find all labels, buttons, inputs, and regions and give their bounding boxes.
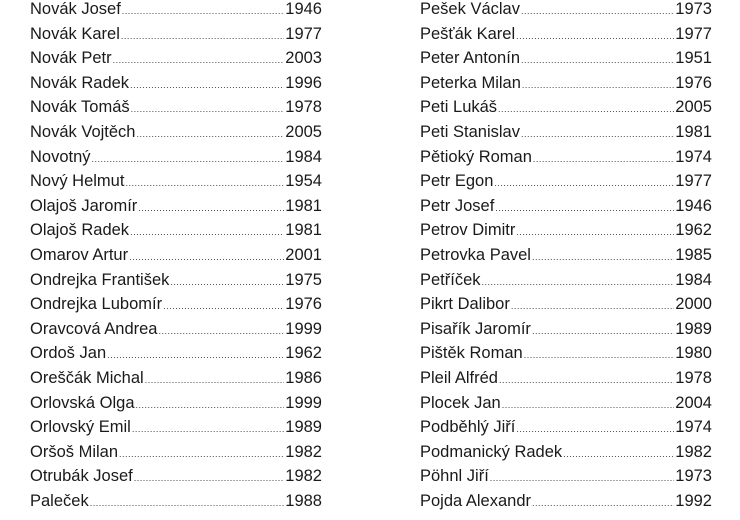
entry-year: 1962 bbox=[675, 221, 712, 240]
list-item bbox=[420, 341, 712, 366]
entry-name: Olajoš Jaromír bbox=[30, 196, 138, 215]
list-item bbox=[420, 145, 712, 170]
dot-leader bbox=[134, 474, 285, 483]
dot-leader bbox=[521, 130, 674, 139]
list-item bbox=[30, 391, 322, 416]
list-item bbox=[420, 464, 712, 489]
dot-leader bbox=[532, 499, 674, 508]
entry-year: 1996 bbox=[285, 73, 322, 92]
list-item bbox=[420, 243, 712, 268]
entry-year: 1989 bbox=[675, 319, 712, 338]
entry-year: 1975 bbox=[285, 270, 322, 289]
list-item bbox=[420, 489, 712, 514]
entry-name: Peterka Milan bbox=[420, 73, 521, 92]
entry-name: Novák Josef bbox=[30, 0, 121, 18]
list-item bbox=[30, 95, 322, 120]
dot-leader bbox=[521, 56, 674, 65]
entry-year: 1989 bbox=[285, 418, 322, 437]
entry-name: Petrovka Pavel bbox=[420, 245, 531, 264]
list-item bbox=[30, 415, 322, 440]
list-item bbox=[30, 0, 322, 22]
entry-year: 2003 bbox=[285, 49, 322, 68]
entry-year: 1981 bbox=[285, 221, 322, 240]
entry-year: 1981 bbox=[675, 122, 712, 141]
entry-name: Novák Vojtěch bbox=[30, 122, 136, 141]
entry-name: Pleil Alfréd bbox=[420, 368, 498, 387]
entry-year: 1999 bbox=[285, 319, 322, 338]
entry-name: Oršoš Milan bbox=[30, 442, 119, 461]
entry-name: Nový Helmut bbox=[30, 172, 125, 191]
entry-year: 1982 bbox=[285, 467, 322, 486]
list-item bbox=[420, 0, 712, 22]
list-item bbox=[30, 341, 322, 366]
entry-year: 2004 bbox=[675, 393, 712, 412]
entry-name: Ordoš Jan bbox=[30, 344, 107, 363]
entry-year: 1982 bbox=[285, 442, 322, 461]
entry-year: 2005 bbox=[675, 98, 712, 117]
dot-leader bbox=[119, 450, 284, 459]
entry-year: 1954 bbox=[285, 172, 322, 191]
dot-leader bbox=[130, 228, 284, 237]
entry-year: 2005 bbox=[285, 122, 322, 141]
dot-leader bbox=[138, 204, 284, 213]
list-item bbox=[420, 366, 712, 391]
entry-year: 1992 bbox=[675, 491, 712, 510]
list-item bbox=[30, 71, 322, 96]
entry-name: Petříček bbox=[420, 270, 481, 289]
entry-name: Pikrt Dalibor bbox=[420, 295, 510, 314]
left-column bbox=[30, 0, 322, 513]
list-item bbox=[30, 243, 322, 268]
entry-name: Olajoš Radek bbox=[30, 221, 130, 240]
dot-leader bbox=[136, 130, 284, 139]
dot-leader bbox=[121, 32, 284, 41]
entry-name: Novák Radek bbox=[30, 73, 130, 92]
entry-name: Omarov Artur bbox=[30, 245, 129, 264]
entry-year: 1980 bbox=[675, 344, 712, 363]
entry-year: 1951 bbox=[675, 49, 712, 68]
list-item bbox=[420, 71, 712, 96]
entry-name: Pisařík Jaromír bbox=[420, 319, 531, 338]
list-item bbox=[420, 440, 712, 465]
entry-year: 1973 bbox=[675, 467, 712, 486]
list-item bbox=[420, 268, 712, 293]
entry-year: 1962 bbox=[285, 344, 322, 363]
entry-name: Ondrejka Lubomír bbox=[30, 295, 163, 314]
list-item bbox=[420, 46, 712, 71]
entry-name: Novotný bbox=[30, 147, 91, 166]
dot-leader bbox=[511, 302, 674, 311]
entry-year: 1978 bbox=[675, 368, 712, 387]
dot-leader bbox=[494, 179, 674, 188]
entry-name: Pešek Václav bbox=[420, 0, 520, 18]
entry-year: 1999 bbox=[285, 393, 322, 412]
entry-year: 1946 bbox=[285, 0, 322, 18]
entry-name: Pojda Alexandr bbox=[420, 491, 531, 510]
entry-name: Peti Lukáš bbox=[420, 98, 498, 117]
dot-leader bbox=[170, 278, 284, 287]
list-item bbox=[30, 194, 322, 219]
entry-year: 1978 bbox=[285, 98, 322, 117]
entry-name: Petrov Dimitr bbox=[420, 221, 516, 240]
dot-leader bbox=[498, 105, 674, 114]
dot-leader bbox=[145, 376, 285, 385]
dot-leader bbox=[532, 253, 674, 262]
list-item bbox=[420, 95, 712, 120]
dot-leader bbox=[125, 179, 284, 188]
entry-year: 1977 bbox=[285, 24, 322, 43]
list-item bbox=[420, 120, 712, 145]
dot-leader bbox=[130, 81, 284, 90]
list-item bbox=[420, 194, 712, 219]
dot-leader bbox=[499, 376, 674, 385]
dot-leader bbox=[163, 302, 284, 311]
list-item bbox=[420, 169, 712, 194]
entry-year: 1973 bbox=[675, 0, 712, 18]
entry-name: Pětioký Roman bbox=[420, 147, 532, 166]
entry-year: 1986 bbox=[285, 368, 322, 387]
list-item bbox=[30, 268, 322, 293]
entry-name: Plocek Jan bbox=[420, 393, 501, 412]
list-item bbox=[420, 391, 712, 416]
dot-leader bbox=[522, 81, 674, 90]
entry-year: 1985 bbox=[675, 245, 712, 264]
dot-leader bbox=[521, 7, 674, 16]
dot-leader bbox=[490, 474, 675, 483]
entry-name: Orlovská Olga bbox=[30, 393, 135, 412]
entry-name: Pištěk Roman bbox=[420, 344, 523, 363]
dot-leader bbox=[516, 425, 674, 434]
entry-name: Oreščák Michal bbox=[30, 368, 144, 387]
entry-name: Peti Stanislav bbox=[420, 122, 520, 141]
entry-name: Paleček bbox=[30, 491, 89, 510]
list-item bbox=[30, 22, 322, 47]
dot-leader bbox=[122, 7, 284, 16]
entry-name: Pešťák Karel bbox=[420, 24, 516, 43]
list-item bbox=[420, 22, 712, 47]
entry-year: 1976 bbox=[675, 73, 712, 92]
list-item bbox=[30, 145, 322, 170]
dot-leader bbox=[482, 278, 675, 287]
entry-year: 1976 bbox=[285, 295, 322, 314]
entry-year: 1982 bbox=[675, 442, 712, 461]
list-item bbox=[30, 292, 322, 317]
entry-year: 1984 bbox=[285, 147, 322, 166]
entry-name: Petr Josef bbox=[420, 196, 495, 215]
list-item bbox=[30, 46, 322, 71]
entry-year: 2000 bbox=[675, 295, 712, 314]
dot-leader bbox=[129, 253, 284, 262]
entry-name: Podmanický Radek bbox=[420, 442, 563, 461]
entry-name: Orlovský Emil bbox=[30, 418, 131, 437]
list-item bbox=[30, 489, 322, 514]
dot-leader bbox=[532, 327, 674, 336]
dot-leader bbox=[113, 56, 285, 65]
dot-leader bbox=[524, 351, 675, 360]
list-item bbox=[30, 464, 322, 489]
entry-name: Oravcová Andrea bbox=[30, 319, 158, 338]
entry-name: Otrubák Josef bbox=[30, 467, 133, 486]
dot-leader bbox=[92, 155, 285, 164]
list-item bbox=[30, 218, 322, 243]
dot-leader bbox=[107, 351, 284, 360]
entry-year: 1974 bbox=[675, 418, 712, 437]
list-item bbox=[420, 317, 712, 342]
entry-year: 1988 bbox=[285, 491, 322, 510]
dot-leader bbox=[563, 450, 674, 459]
entry-name: Petr Egon bbox=[420, 172, 494, 191]
dot-leader bbox=[502, 401, 675, 410]
list-item bbox=[30, 120, 322, 145]
entry-year: 2001 bbox=[285, 245, 322, 264]
list-item bbox=[420, 292, 712, 317]
entry-name: Ondrejka František bbox=[30, 270, 170, 289]
entry-name: Novák Karel bbox=[30, 24, 120, 43]
dot-leader bbox=[533, 155, 674, 164]
dot-leader bbox=[159, 327, 285, 336]
entry-name: Novák Petr bbox=[30, 49, 112, 68]
entry-year: 1974 bbox=[675, 147, 712, 166]
entry-year: 1981 bbox=[285, 196, 322, 215]
dot-leader bbox=[516, 228, 674, 237]
right-column bbox=[420, 0, 712, 513]
dot-leader bbox=[495, 204, 674, 213]
entry-name: Podběhlý Jiří bbox=[420, 418, 516, 437]
entry-year: 1946 bbox=[675, 196, 712, 215]
entry-year: 1984 bbox=[675, 270, 712, 289]
entry-name: Peter Antonín bbox=[420, 49, 520, 68]
dot-leader bbox=[132, 425, 284, 434]
list-item bbox=[420, 218, 712, 243]
list-item bbox=[30, 366, 322, 391]
list-item bbox=[30, 169, 322, 194]
list-item bbox=[420, 415, 712, 440]
list-item bbox=[30, 440, 322, 465]
dot-leader bbox=[136, 401, 285, 410]
entry-year: 1977 bbox=[675, 24, 712, 43]
list-item bbox=[30, 317, 322, 342]
entry-name: Novák Tomáš bbox=[30, 98, 130, 117]
entry-name: Pöhnl Jiří bbox=[420, 467, 489, 486]
entry-year: 1977 bbox=[675, 172, 712, 191]
dot-leader bbox=[516, 32, 674, 41]
dot-leader bbox=[90, 499, 285, 508]
dot-leader bbox=[131, 105, 285, 114]
